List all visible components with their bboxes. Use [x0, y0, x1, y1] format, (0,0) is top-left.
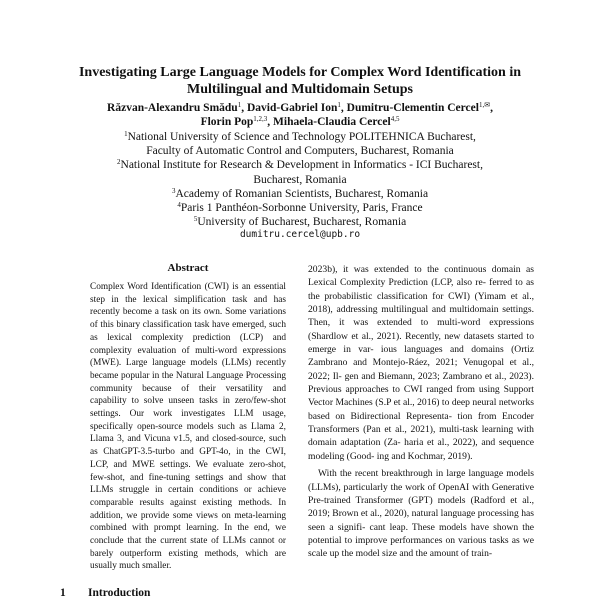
- author-list: [40, 101, 560, 129]
- abstract-body: Complex Word Identification (CWI) is an essential step in the lexical simplification task and has recently become a task on its own. Some variations of this binary classification task have emerged, such as lexical complexity prediction (LCP) and complexity evaluation of multi-word expressions (MWE). Large language models (LLMs) recently became popular in the Natural Language Processing community because of their versatility and capability to solve unseen tasks in zero/few-shot settings. Our work investigates LLM usage, specifically open-source models such as Llama 2, Llama 3, and Vicuna v1.5, and closed-source, such as ChatGPT-3.5-turbo and GPT-4o, in the CWI, LCP, and MWE settings. We evaluate zero-shot, few-shot, and fine-tuning settings and show that LLMs struggle in certain conditions or achieve comparable results against existing methods. In addition, we provide some views on meta-learning combined with prompt learning. In the end, we conclude that the current state of LLMs cannot or barely outperform existing methods, which are usually much smaller.: [90, 282, 286, 572]
- affiliation-line: $^5$University of Bucharest, Bucharest, Romania: [193, 215, 407, 229]
- author-line-1: Răzvan-Alexandru Smădu$^1$, David-Gabriel Ion$^1$, Dumitru-Clementin Cercel$^{1,✉}$,: [107, 101, 493, 114]
- author-name: David-Gabriel Ion: [246, 102, 338, 114]
- author-name: Dumitru-Clementin Cercel: [346, 102, 479, 114]
- body-paragraph: 2023b), it was extended to the continuous domain as Lexical Complexity Prediction (LCP, also re- ferred to as the probabilistic classification for CWI) (Yimam et al., 2018), addressing multilingual and multidomain settings. Then, it was extended to multi-word expressions (Shardlow et al., 2021). Recently, new datasets started to emerge in var- ious languages and domains (Ortiz Zambrano and Montejo-Ráez, 2021; Venugopal et al., 2022; Il- gen and Biemann, 2023; Zambrano et al., 2023). Previous approaches to CWI ranged from using Support Vector Machines (S.P et al., 2016) to deep neural networks based on Bidirectional Representa- tion from Encoder Transformers (Pan et al., 2021), multi-task learning with domain adaptation (Za- haria et al., 2022), and sequence modeling (Good- ing and Kochmar, 2019).: [308, 264, 534, 462]
- author-name: Răzvan-Alexandru Smădu: [107, 102, 238, 114]
- affiliation-list: [40, 130, 560, 229]
- author-affiliation-mark: 4,5: [390, 115, 400, 123]
- affiliation-line: $^3$Academy of Romanian Scientists, Bucharest, Romania: [171, 186, 429, 200]
- section-number: 1: [60, 587, 66, 599]
- author-affiliation-mark: 1,2,3: [253, 115, 268, 123]
- author-affiliation-mark: 1: [237, 101, 242, 109]
- section-title: Introduction: [88, 587, 151, 599]
- paper-title: Investigating Large Language Models for Complex Word Identification in Multilingual and Multidomain Setups: [78, 65, 522, 97]
- author-line-2: Florin Pop$^{1,2,3}$, Mihaela-Claudia Cercel$^{4,5}$: [200, 115, 400, 128]
- right-column-text: [308, 263, 534, 600]
- affiliation-line: $^1$National University of Science and Technology POLITEHNICA Bucharest,: [124, 130, 476, 143]
- body-paragraph: With the recent breakthrough in large language models (LLMs), particularly the work of OpenAI with Generative Pre-trained Transformer (GPT) models (Radford et al., 2019; Brown et al., 2020), natural language processing has seen a signifi- cant leap. These models have shown the potential to improve performances on various tasks as we scale up the model size and the amount of train-: [308, 468, 534, 560]
- author-affiliation-mark: 1: [337, 101, 341, 109]
- abstract-heading: Abstract: [167, 262, 209, 274]
- affiliation-line: $^4$Paris 1 Panthéon-Sorbonne University, Paris, France: [177, 201, 423, 215]
- affiliation-line: Bucharest, Romania: [253, 173, 347, 186]
- contact-email[interactable]: dumitru.cercel@upb.ro: [239, 229, 361, 240]
- author-name: Mihaela-Claudia Cercel: [273, 116, 391, 128]
- affiliation-line: Faculty of Automatic Control and Computers, Bucharest, Romania: [146, 145, 454, 158]
- section-heading: [60, 586, 150, 600]
- affiliation-line: $^2$National Institute for Research & Development in Informatics - ICI Bucharest,: [117, 158, 483, 172]
- author-affiliation-mark: 1,✉: [478, 101, 491, 109]
- author-name: Florin Pop: [200, 116, 254, 128]
